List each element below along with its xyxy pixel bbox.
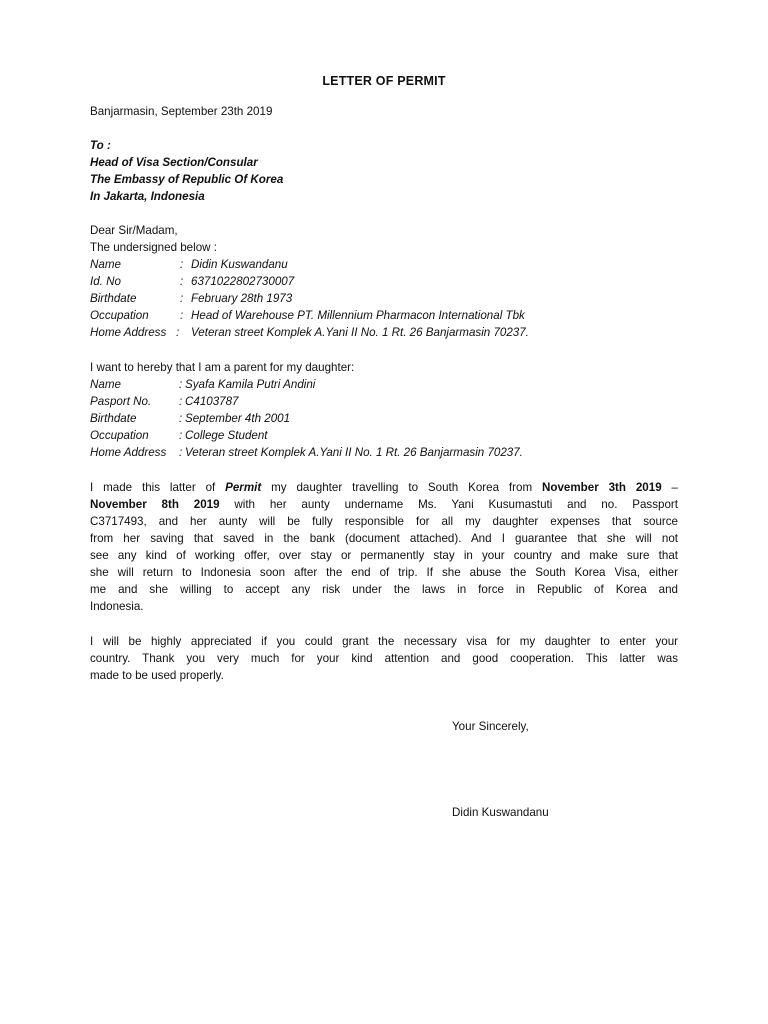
field-colon: : (180, 258, 184, 271)
field-value: 6371022802730007 (191, 275, 295, 288)
field-colon: : (179, 412, 183, 425)
field-colon: : (180, 275, 184, 288)
end-date: November 8th 2019 (90, 498, 220, 511)
field-label: Birthdate (90, 412, 137, 425)
paragraph-line: made to be used properly. (90, 669, 224, 682)
field-value: September 4th 2001 (185, 412, 291, 425)
recipient-line-2: The Embassy of Republic Of Korea (90, 173, 284, 186)
field-value: C4103787 (185, 395, 239, 408)
paragraph-line: C3717493, and her aunty will be fully responsible for all my daughter expenses that source (90, 515, 678, 528)
paragraph-line: see any kind of working offer, over stay or permanently stay in your country and make sure that (90, 549, 678, 562)
field-label: Occupation (90, 429, 149, 442)
paragraph-line: from her saving that saved in the bank (document attached). And I guarantee that she will not (90, 532, 678, 545)
daughter-intro: I want to hereby that I am a parent for my daughter: (90, 361, 355, 374)
place-date: Banjarmasin, September 23th 2019 (90, 105, 273, 118)
text-run: my daughter travelling to South Korea from (261, 481, 542, 494)
text-run: I made this latter of (90, 481, 226, 494)
text-run: – (661, 481, 678, 494)
field-colon: : (179, 429, 183, 442)
salutation: Dear Sir/Madam, (90, 224, 178, 237)
field-value: Syafa Kamila Putri Andini (185, 378, 316, 391)
field-value: College Student (185, 429, 268, 442)
field-colon: : (179, 395, 183, 408)
letter-title: LETTER OF PERMIT (322, 74, 446, 88)
field-colon: : (179, 378, 183, 391)
field-value: Veteran street Komplek A.Yani II No. 1 Rt. 26 Banjarmasin 70237. (185, 446, 523, 459)
paragraph-line: I will be highly appreciated if you could grant the necessary visa for my daughter to enter your (90, 635, 678, 648)
field-label: Pasport No. (90, 395, 152, 408)
paragraph-line (90, 496, 678, 513)
field-label: Id. No (90, 275, 121, 288)
permit-emphasis: Permit (225, 481, 262, 494)
body-paragraph-2 (90, 633, 678, 684)
field-label: Name (90, 378, 121, 391)
paragraph-line (90, 479, 678, 496)
field-colon: : (179, 446, 183, 459)
field-colon: : (176, 326, 180, 339)
paragraph-line: Indonesia. (90, 600, 144, 613)
closing: Your Sincerely, (452, 720, 529, 733)
start-date: November 3th 2019 (542, 481, 662, 494)
paragraph-line: she will return to Indonesia soon after the end of trip. If she abuse the South Korea Visa, either (90, 566, 678, 579)
field-value: Didin Kuswandanu (191, 258, 288, 271)
field-value: Head of Warehouse PT. Millennium Pharmacon International Tbk (191, 309, 525, 322)
intro-text: The undersigned below : (90, 241, 217, 254)
paragraph-line: country. Thank you very much for your kind attention and good cooperation. This latter was (90, 652, 678, 665)
field-label: Home Address (90, 446, 167, 459)
recipient-line-1: Head of Visa Section/Consular (90, 156, 258, 169)
recipient-line-3: In Jakarta, Indonesia (90, 190, 205, 203)
field-label: Occupation (90, 309, 149, 322)
field-colon: : (180, 292, 184, 305)
field-label: Name (90, 258, 121, 271)
paragraph-line: me and she willing to accept any risk under the laws in force in Republic of Korea and (90, 583, 678, 596)
field-value: February 28th 1973 (191, 292, 293, 305)
field-label: Birthdate (90, 292, 137, 305)
body-paragraph-1 (90, 479, 678, 615)
field-label: Home Address (90, 326, 167, 339)
field-value: Veteran street Komplek A.Yani II No. 1 Rt. 26 Banjarmasin 70237. (191, 326, 529, 339)
field-colon: : (180, 309, 184, 322)
to-label: To : (90, 139, 111, 152)
text-run: with her aunty undername Ms. Yani Kusumastuti and no. Passport (219, 498, 679, 511)
signer-name: Didin Kuswandanu (452, 806, 549, 819)
